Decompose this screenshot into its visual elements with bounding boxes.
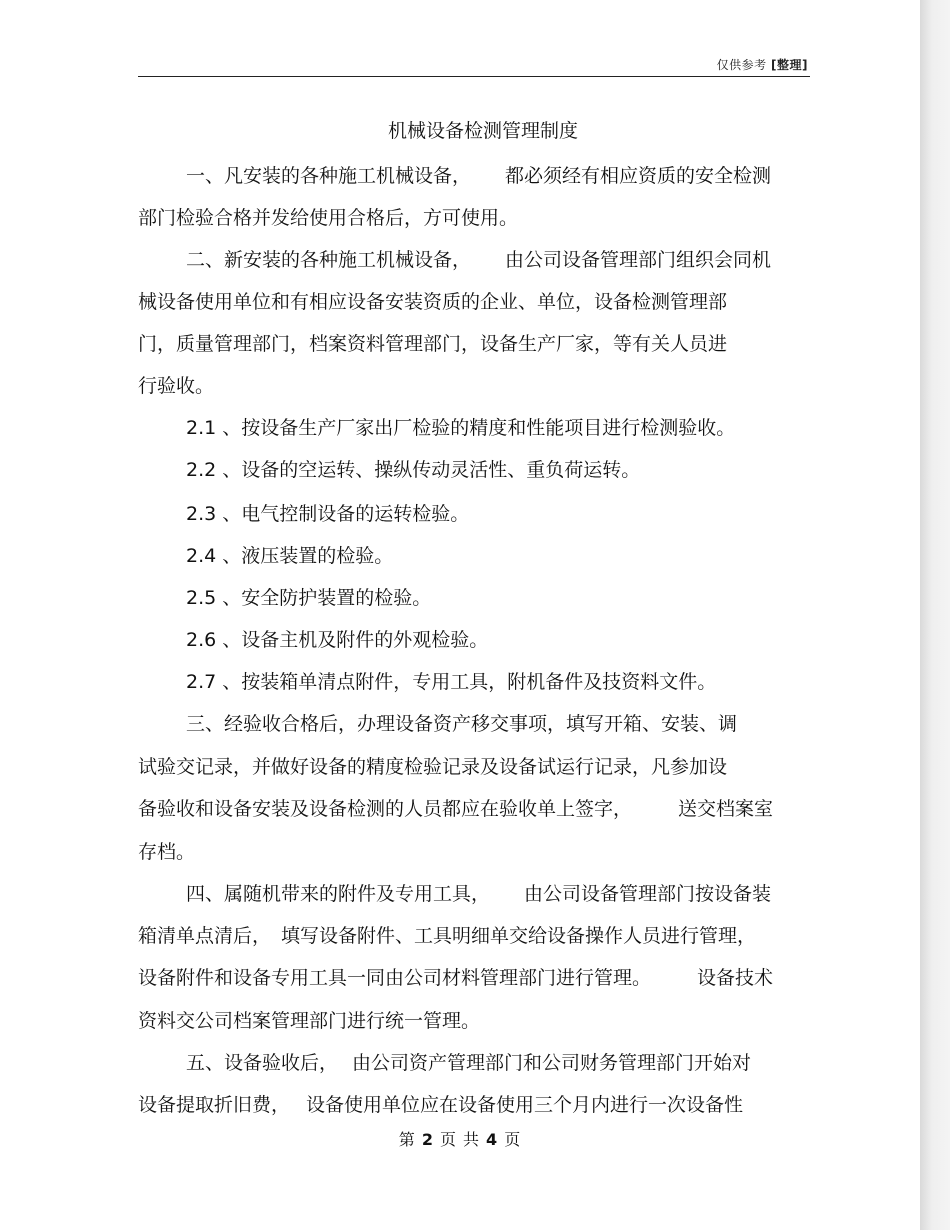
paragraph-line: 设备提取折旧费， 设备使用单位应在设备使用三个月内进行一次设备性 [138,1094,744,1116]
page-header [717,56,808,73]
paragraph-line: 四、属随机带来的附件及专用工具， 由公司设备管理部门按设备装 [186,883,772,905]
paragraph-line: 门，质量管理部门，档案资料管理部门，设备生产厂家，等有关人员进 [138,333,728,355]
header-bracket: [整理] [771,58,808,72]
paragraph-line: 箱清单点清后， 填写设备附件、工具明细单交给设备操作人员进行管理， [138,925,757,947]
paragraph-line: 设备附件和设备专用工具一同由公司材料管理部门进行管理。 设备技术 [138,967,774,989]
list-item: 2.5 、安全防护装置的检验。 [186,587,432,609]
paragraph-line: 二、新安装的各种施工机械设备， 由公司设备管理部门组织会同机 [186,249,772,271]
paragraph-line: 试验交记录，并做好设备的精度检验记录及设备试运行记录，凡参加设 [138,756,728,778]
paragraph-line: 行验收。 [138,375,215,397]
paragraph-line: 三、经验收合格后，办理设备资产移交事项，填写开箱、安装、调 [186,713,738,735]
paragraph-line: 五、设备验收后， 由公司资产管理部门和公司财务管理部门开始对 [186,1052,752,1074]
paragraph-line: 存档。 [138,841,196,863]
list-item: 2.4 、液压装置的检验。 [186,545,394,567]
header-note: 仅供参考 [716,58,767,72]
paragraph-line: 械设备使用单位和有相应设备安装资质的企业、单位，设备检测管理部 [138,291,728,313]
header-rule [138,76,810,77]
paragraph-line: 一、凡安装的各种施工机械设备， 都必须经有相应资质的安全检测 [186,165,772,187]
document-title: 机械设备检测管理制度 [387,120,578,142]
page-number: 第 2 页 共 4 页 [398,1130,522,1149]
paragraph-line: 备验收和设备安装及设备检测的人员都应在验收单上签字， 送交档案室 [138,798,774,820]
list-item: 2.2 、设备的空运转、操纵传动灵活性、重负荷运转。 [186,459,641,481]
paragraph-line: 资料交公司档案管理部门进行统一管理。 [138,1010,481,1032]
viewer-background [920,0,950,1230]
list-item: 2.6 、设备主机及附件的外观检验。 [186,629,489,651]
list-item: 2.7 、按装箱单清点附件，专用工具，附机备件及技资料文件。 [186,671,717,693]
list-item: 2.3 、电气控制设备的运转检验。 [186,503,470,525]
paragraph-line: 部门检验合格并发给使用合格后，方可使用。 [138,207,519,229]
list-item: 2.1 、按设备生产厂家出厂检验的精度和性能项目进行检测验收。 [186,417,736,439]
